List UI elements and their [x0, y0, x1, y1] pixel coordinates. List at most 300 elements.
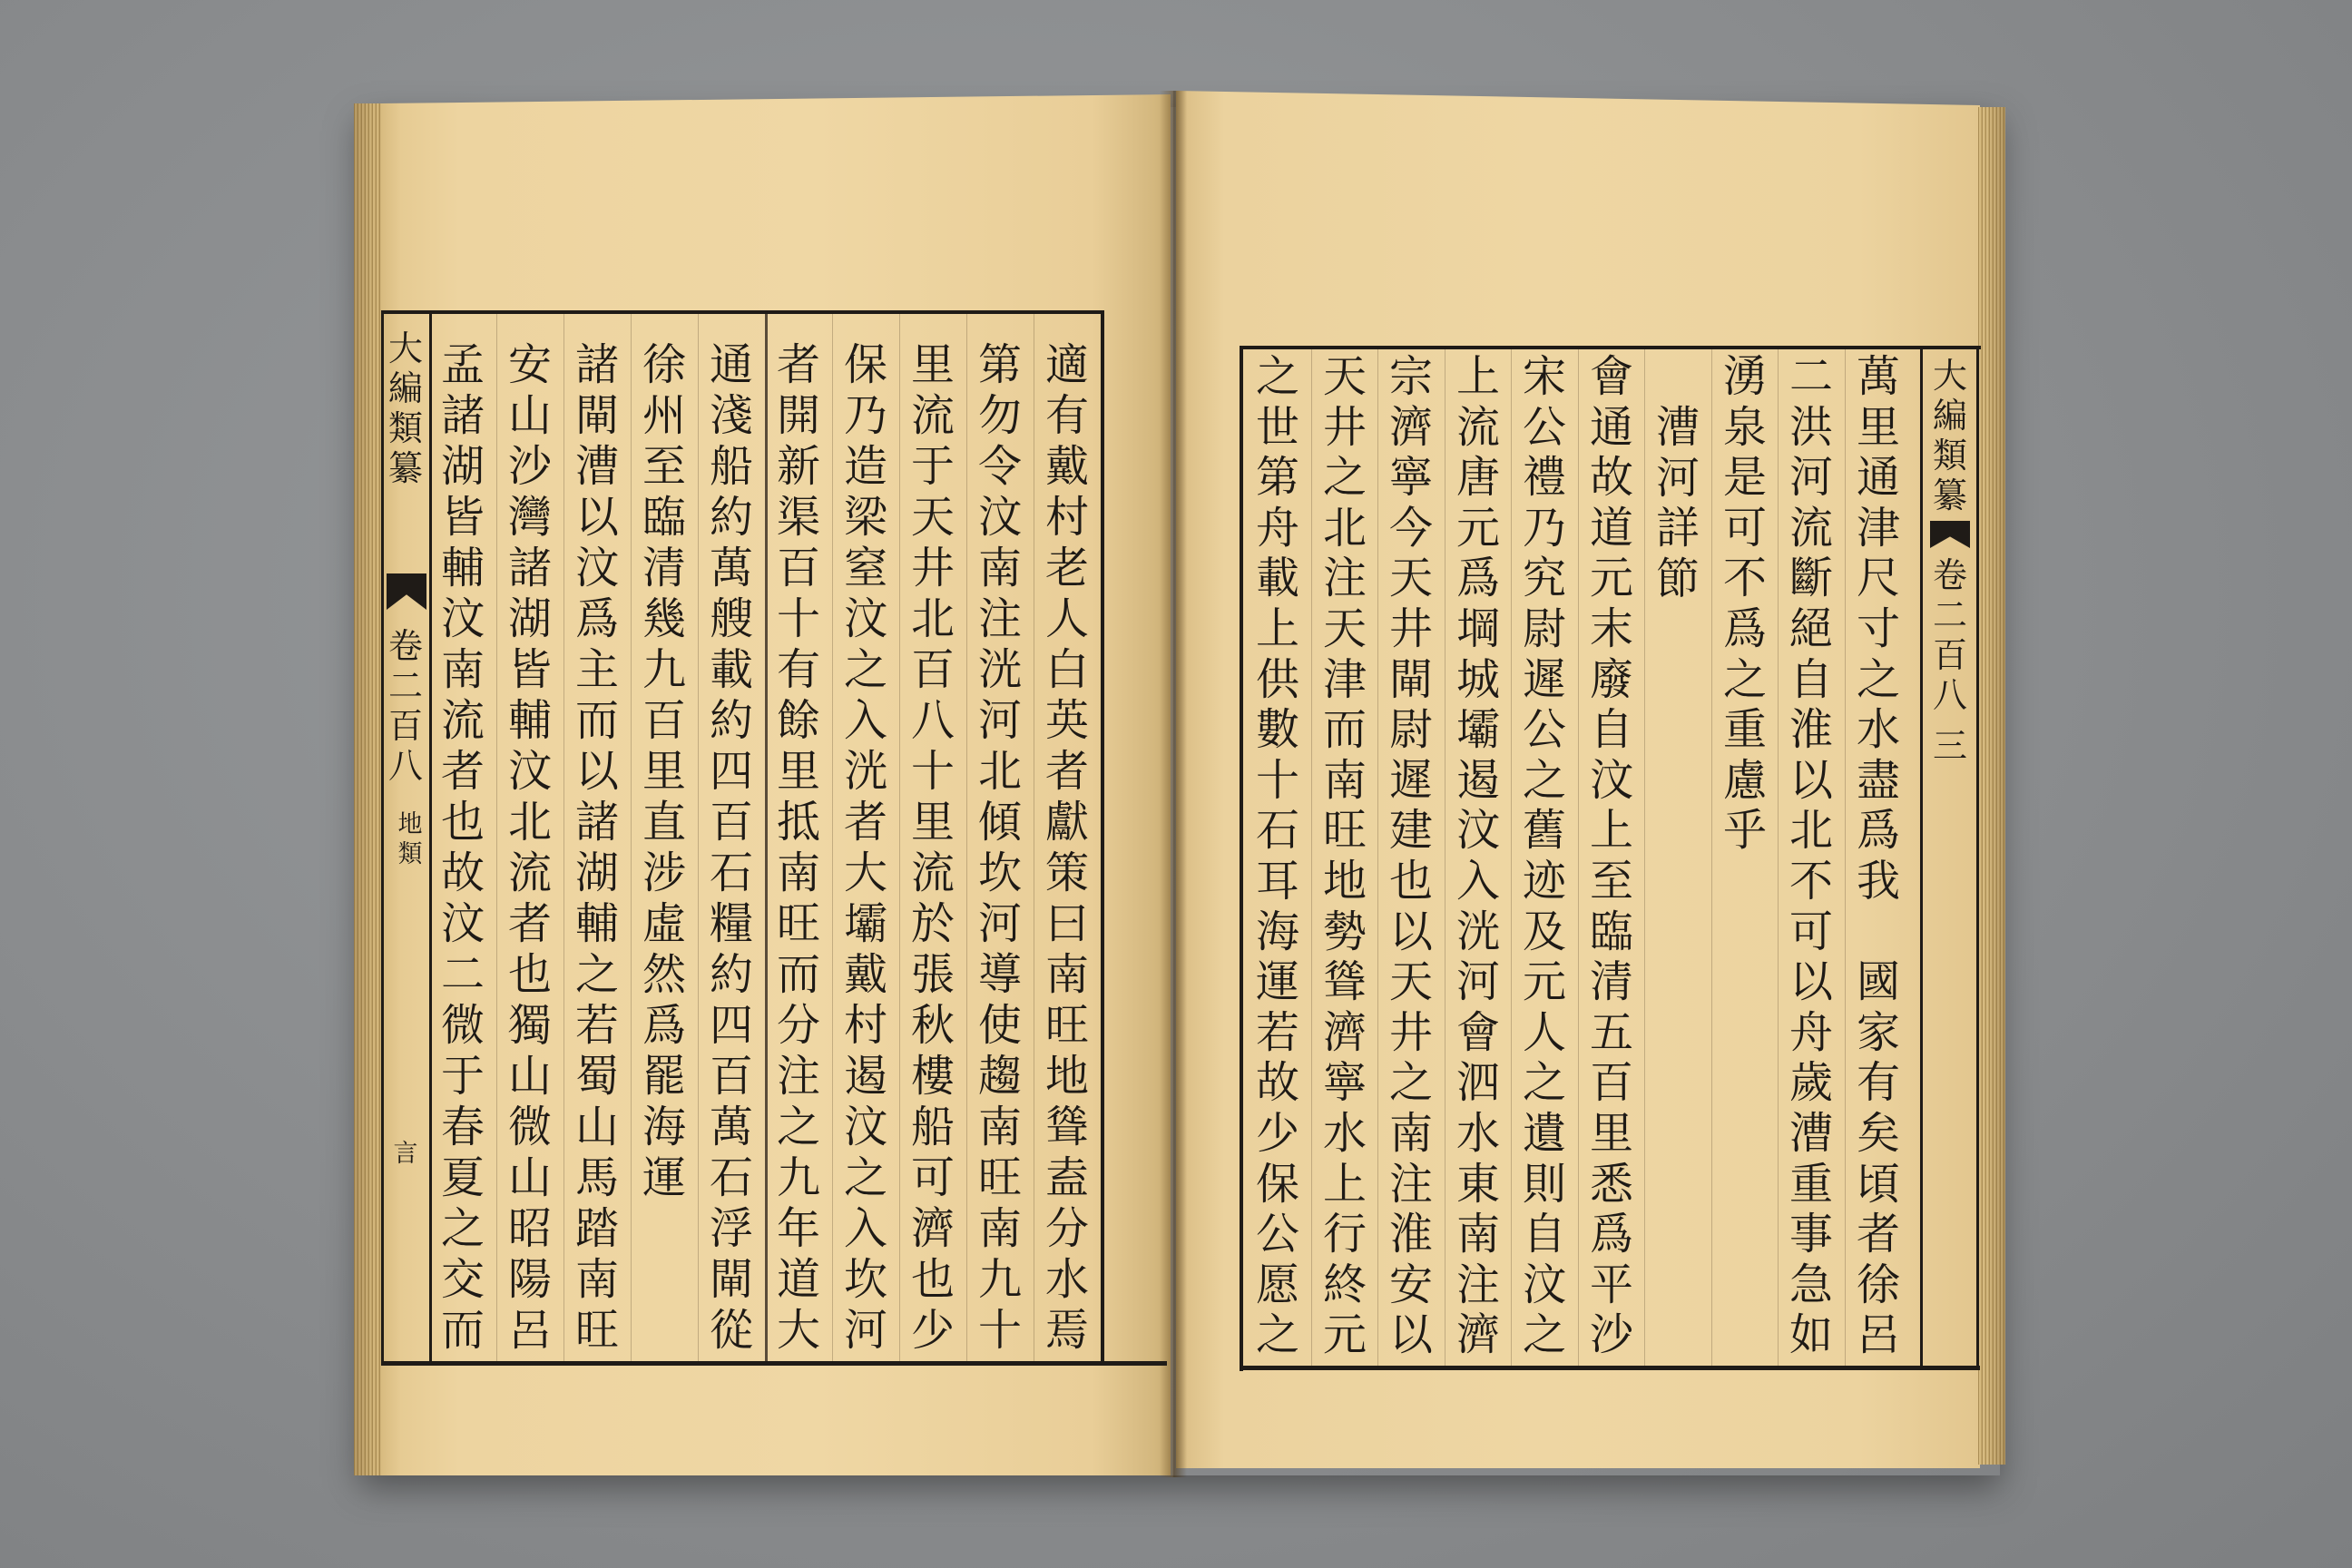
- glyph: 上: [1255, 603, 1299, 654]
- glyph: 萬: [709, 1102, 753, 1152]
- glyph: 浮: [709, 1203, 753, 1254]
- glyph: 戴: [843, 949, 887, 1000]
- glyph: 南: [1322, 754, 1367, 806]
- glyph: 舟: [1255, 502, 1299, 554]
- glyph: 類: [387, 408, 423, 448]
- glyph: 北: [1322, 502, 1367, 554]
- glyph: 人: [1522, 1006, 1566, 1058]
- glyph: 淮: [1788, 704, 1833, 756]
- glyph: 上: [1589, 805, 1633, 857]
- glyph: 若: [574, 1000, 619, 1051]
- glyph: 濟: [910, 1203, 955, 1254]
- glyph: 傾: [977, 797, 1022, 848]
- glyph: 新: [776, 441, 820, 492]
- glyph: 春: [440, 1102, 485, 1152]
- glyph: 宗: [1388, 351, 1433, 402]
- glyph: 乃: [1522, 502, 1566, 554]
- glyph: 運: [1255, 956, 1299, 1008]
- glyph: 洸: [977, 644, 1022, 695]
- glyph: 流: [1788, 502, 1833, 554]
- glyph: 也: [910, 1254, 955, 1305]
- glyph: 陽: [507, 1254, 552, 1305]
- glyph: 天: [1322, 351, 1367, 402]
- glyph: 井: [910, 543, 955, 593]
- glyph: 渠: [776, 492, 820, 543]
- glyph: 天: [1388, 956, 1433, 1008]
- glyph: 自: [1589, 704, 1633, 756]
- glyph: 三: [1932, 726, 1967, 766]
- glyph: 遲: [1522, 653, 1566, 705]
- glyph: 十: [910, 746, 955, 797]
- text-column: [501, 339, 559, 1356]
- column-rule: [1578, 349, 1579, 1366]
- glyph: 交: [440, 1254, 485, 1305]
- glyph: 詳: [1655, 503, 1700, 554]
- glyph: 重: [1788, 1158, 1833, 1210]
- glyph: 以: [1788, 956, 1833, 1008]
- glyph: 百: [910, 644, 955, 695]
- glyph: 注: [1322, 553, 1367, 604]
- glyph: 河: [843, 1305, 887, 1356]
- glyph: 纂: [1932, 475, 1967, 515]
- glyph: 勢: [1322, 906, 1367, 957]
- glyph: 焉: [1044, 1305, 1089, 1356]
- glyph: 約: [709, 492, 753, 543]
- right-page-stack-edge: [1978, 107, 2005, 1465]
- glyph: 秋: [910, 1000, 955, 1051]
- glyph: 老: [1044, 543, 1089, 593]
- glyph: 頃: [1856, 1158, 1900, 1210]
- glyph: 流: [507, 848, 552, 898]
- right-frame-top: [1240, 346, 1981, 349]
- glyph: 十: [776, 593, 820, 644]
- glyph: 歲: [1788, 1057, 1833, 1109]
- glyph: 若: [1255, 1006, 1299, 1058]
- glyph: 類: [1932, 436, 1967, 475]
- glyph: 聳: [1322, 956, 1367, 1008]
- glyph: 微: [507, 1102, 552, 1152]
- glyph: 而: [1322, 704, 1367, 756]
- glyph: 元: [1455, 502, 1500, 554]
- glyph: 于: [440, 1051, 485, 1102]
- glyph: 建: [1388, 805, 1433, 857]
- glyph: 天: [1322, 603, 1367, 654]
- column-rule: [698, 314, 699, 1361]
- glyph: 耳: [1255, 855, 1299, 906]
- glyph: 卷: [1932, 555, 1967, 595]
- glyph: 者: [1856, 1209, 1900, 1260]
- glyph: 編: [1932, 396, 1967, 436]
- glyph: 湧: [1722, 351, 1767, 402]
- glyph: 尉: [1388, 704, 1433, 756]
- glyph: 今: [1388, 502, 1433, 554]
- glyph: 昭: [507, 1203, 552, 1254]
- glyph: 天: [910, 492, 955, 543]
- glyph: 以: [1388, 1309, 1433, 1361]
- glyph: 北: [1788, 805, 1833, 857]
- glyph: 分: [1044, 1203, 1089, 1254]
- glyph: 乎: [1722, 805, 1767, 857]
- glyph: 諸: [507, 543, 552, 593]
- glyph: 百: [709, 1051, 753, 1102]
- glyph: 閘: [574, 390, 619, 441]
- section-heading: [1649, 352, 1707, 604]
- glyph: 幾: [642, 593, 686, 644]
- glyph: 然: [642, 949, 686, 1000]
- glyph: 閘: [1388, 653, 1433, 705]
- glyph: 船: [910, 1102, 955, 1152]
- glyph: 八: [910, 695, 955, 746]
- glyph: 臨: [642, 492, 686, 543]
- text-column: [1249, 352, 1307, 1361]
- glyph: 元: [1322, 1309, 1367, 1361]
- glyph: 汶: [977, 492, 1022, 543]
- glyph: 英: [1044, 695, 1089, 746]
- glyph: 糧: [709, 898, 753, 949]
- glyph: 旺: [1322, 805, 1367, 857]
- glyph: 井: [1322, 401, 1367, 453]
- text-column: [568, 339, 626, 1356]
- glyph: 安: [507, 339, 552, 390]
- glyph: 重: [1722, 704, 1767, 756]
- glyph: 于: [910, 441, 955, 492]
- glyph: 南: [1044, 949, 1089, 1000]
- glyph: 故: [440, 848, 485, 898]
- glyph: 注: [776, 1051, 820, 1102]
- glyph: 爲: [1455, 553, 1500, 604]
- glyph: 適: [1044, 339, 1089, 390]
- glyph: 微: [440, 1000, 485, 1051]
- text-column: [904, 339, 962, 1356]
- glyph: 入: [1455, 855, 1500, 906]
- volume-label: [383, 626, 428, 786]
- glyph: 馬: [574, 1152, 619, 1203]
- glyph: 以: [1788, 754, 1833, 806]
- column-rule: [1377, 349, 1378, 1366]
- glyph: 大: [387, 328, 423, 368]
- glyph: 皆: [507, 644, 552, 695]
- glyph: 令: [977, 441, 1022, 492]
- glyph: 汶: [440, 898, 485, 949]
- column-rule: [1511, 349, 1512, 1366]
- glyph: 百: [1932, 635, 1967, 675]
- glyph: 輔: [574, 898, 619, 949]
- glyph: 百: [1589, 1057, 1633, 1109]
- glyph: 徐: [642, 339, 686, 390]
- glyph: 二: [387, 666, 423, 706]
- glyph: 以: [1388, 906, 1433, 957]
- glyph: 孟: [440, 339, 485, 390]
- text-column: [769, 339, 828, 1356]
- text-column: [837, 339, 895, 1356]
- glyph: 之: [1255, 351, 1299, 402]
- glyph: 洸: [1455, 906, 1500, 957]
- glyph: 流: [1455, 401, 1500, 453]
- glyph: 通: [1589, 401, 1633, 453]
- glyph: 東: [1455, 1158, 1500, 1210]
- glyph: 寸: [1856, 603, 1900, 654]
- glyph: 村: [843, 1000, 887, 1051]
- glyph: 里: [910, 339, 955, 390]
- glyph: 通: [709, 339, 753, 390]
- column-rule: [832, 314, 833, 1361]
- glyph: 汶: [440, 593, 485, 644]
- glyph: 終: [1322, 1259, 1367, 1310]
- glyph: 公: [1522, 401, 1566, 453]
- glyph: 造: [843, 441, 887, 492]
- glyph: 會: [1455, 1006, 1500, 1058]
- glyph: 九: [776, 1152, 820, 1203]
- glyph: 數: [1255, 704, 1299, 756]
- glyph: 注: [1455, 1259, 1500, 1310]
- glyph: 汶: [1455, 805, 1500, 857]
- glyph: 沙: [507, 441, 552, 492]
- glyph: 之: [1522, 1057, 1566, 1109]
- glyph: 約: [709, 949, 753, 1000]
- volume-label: [1927, 555, 1973, 715]
- glyph: 愿: [1255, 1259, 1299, 1310]
- glyph: 分: [776, 1000, 820, 1051]
- glyph: 坎: [977, 848, 1022, 898]
- glyph: 者: [843, 797, 887, 848]
- glyph: 汶: [1589, 754, 1633, 806]
- glyph: 十: [1255, 754, 1299, 806]
- glyph: 卷: [387, 626, 423, 666]
- glyph: 者: [776, 339, 820, 390]
- glyph: 家: [1856, 1006, 1900, 1058]
- page-number: [1927, 726, 1973, 766]
- glyph: 十: [977, 1305, 1022, 1356]
- glyph: 不: [1722, 553, 1767, 604]
- glyph: 迹: [1522, 855, 1566, 906]
- glyph: 地: [1322, 855, 1367, 906]
- glyph: 汶: [574, 543, 619, 593]
- glyph: 四: [709, 746, 753, 797]
- glyph: 諸: [574, 339, 619, 390]
- glyph: 遏: [843, 1051, 887, 1102]
- glyph: 直: [642, 797, 686, 848]
- glyph: 水: [1856, 704, 1900, 756]
- glyph: 絕: [1788, 603, 1833, 654]
- glyph: 南: [574, 1254, 619, 1305]
- glyph: 州: [642, 390, 686, 441]
- glyph: 河: [1788, 452, 1833, 504]
- glyph: 也: [507, 949, 552, 1000]
- glyph: 抵: [776, 797, 820, 848]
- glyph: 梁: [843, 492, 887, 543]
- glyph: 五: [1589, 1006, 1633, 1058]
- glyph: 唐: [1455, 452, 1500, 504]
- glyph: 自: [1522, 1209, 1566, 1260]
- glyph: 第: [1255, 452, 1299, 504]
- glyph: 河: [1655, 452, 1700, 504]
- glyph: 注: [977, 593, 1022, 644]
- glyph: 之: [1255, 1309, 1299, 1361]
- glyph: 獻: [1044, 797, 1089, 848]
- glyph: 石: [709, 848, 753, 898]
- glyph: 南: [1455, 1209, 1500, 1260]
- glyph: 灣: [507, 492, 552, 543]
- glyph: 纂: [387, 448, 423, 488]
- glyph: 濟: [1322, 1006, 1367, 1058]
- glyph: 泗: [1455, 1057, 1500, 1109]
- glyph: 河: [977, 695, 1022, 746]
- glyph: 平: [1589, 1259, 1633, 1310]
- text-column: [1782, 352, 1840, 1361]
- glyph: 山: [507, 1051, 552, 1102]
- glyph: 二: [440, 949, 485, 1000]
- glyph: 九: [977, 1254, 1022, 1305]
- glyph: 海: [1255, 906, 1299, 957]
- glyph: 百: [387, 706, 423, 746]
- block-center-title: [383, 328, 428, 488]
- glyph: 北: [507, 797, 552, 848]
- glyph: 二: [1788, 351, 1833, 402]
- text-column: [1515, 352, 1573, 1361]
- glyph: 開: [776, 390, 820, 441]
- glyph: 故: [1255, 1057, 1299, 1109]
- glyph: 獨: [507, 1000, 552, 1051]
- glyph: 舟: [1788, 1006, 1833, 1058]
- glyph: 尉: [1522, 603, 1566, 654]
- glyph: 湖: [440, 441, 485, 492]
- glyph: 以: [574, 492, 619, 543]
- text-column: [702, 339, 760, 1356]
- glyph: 爲: [1589, 1209, 1633, 1260]
- column-rule: [899, 314, 900, 1361]
- glyph: 末: [1589, 603, 1633, 654]
- glyph: 斷: [1788, 553, 1833, 604]
- page-number: [387, 1139, 424, 1169]
- glyph: 宋: [1522, 351, 1566, 402]
- glyph: 言: [393, 1140, 418, 1168]
- glyph: 之: [440, 1203, 485, 1254]
- glyph: 九: [642, 644, 686, 695]
- glyph: 井: [1388, 1006, 1433, 1058]
- glyph: 趨: [977, 1051, 1022, 1102]
- column-rule: [1711, 349, 1712, 1366]
- text-column: [1382, 352, 1440, 1361]
- text-column: [1849, 352, 1907, 1361]
- glyph: 湖: [507, 593, 552, 644]
- category-label: [392, 809, 428, 869]
- glyph: 清: [1589, 956, 1633, 1008]
- glyph: 河: [977, 898, 1022, 949]
- glyph: 山: [574, 1102, 619, 1152]
- glyph: 於: [910, 898, 955, 949]
- glyph: 寧: [1322, 1057, 1367, 1109]
- glyph: 之: [843, 1152, 887, 1203]
- glyph: 而: [574, 695, 619, 746]
- glyph: 遺: [1522, 1107, 1566, 1159]
- glyph: 山: [507, 390, 552, 441]
- glyph: 之: [1722, 653, 1767, 705]
- column-rule: [1845, 349, 1846, 1366]
- glyph: 汶: [843, 593, 887, 644]
- glyph: 世: [1255, 401, 1299, 453]
- glyph: 有: [1044, 390, 1089, 441]
- glyph: 皆: [440, 492, 485, 543]
- glyph: 汶: [843, 1102, 887, 1152]
- glyph: 尺: [1856, 553, 1900, 604]
- glyph: 而: [440, 1305, 485, 1356]
- glyph: 萬: [1856, 351, 1900, 402]
- glyph: 地: [1044, 1051, 1089, 1102]
- glyph: 至: [1589, 855, 1633, 906]
- glyph: 流: [910, 390, 955, 441]
- glyph: 山: [507, 1152, 552, 1203]
- glyph: 大: [843, 848, 887, 898]
- glyph: 安: [1388, 1259, 1433, 1310]
- glyph: 聳: [1044, 1102, 1089, 1152]
- glyph: 供: [1255, 653, 1299, 705]
- glyph: 少: [910, 1305, 955, 1356]
- glyph: 旺: [977, 1152, 1022, 1203]
- glyph: 入: [843, 1203, 887, 1254]
- glyph: 閘: [709, 1254, 753, 1305]
- left-frame-bottom: [381, 1361, 1167, 1366]
- glyph: 公: [1522, 704, 1566, 756]
- glyph: 樓: [910, 1051, 955, 1102]
- left-frame-right: [1101, 310, 1104, 1366]
- glyph: 津: [1322, 653, 1367, 705]
- glyph: 四: [709, 1000, 753, 1051]
- glyph: [1849, 907, 1907, 958]
- glyph: 之: [1388, 1057, 1433, 1109]
- column-rule: [1445, 349, 1446, 1366]
- glyph: 呂: [507, 1305, 552, 1356]
- glyph: 上: [1455, 351, 1500, 402]
- glyph: 艘: [709, 593, 753, 644]
- glyph: 道: [776, 1254, 820, 1305]
- glyph: 窒: [843, 543, 887, 593]
- glyph: 戴: [1044, 441, 1089, 492]
- glyph: 載: [709, 644, 753, 695]
- left-frame-top: [381, 310, 1104, 314]
- right-block-center-line: [1920, 346, 1923, 1370]
- glyph: 從: [709, 1305, 753, 1356]
- glyph: 編: [387, 368, 423, 408]
- glyph: 之: [1522, 754, 1566, 806]
- glyph: 汶: [1522, 1259, 1566, 1310]
- right-frame-bottom: [1240, 1366, 1980, 1370]
- glyph: 如: [1788, 1309, 1833, 1361]
- glyph: 坎: [843, 1254, 887, 1305]
- glyph: 入: [843, 695, 887, 746]
- glyph: 南: [1388, 1107, 1433, 1159]
- glyph: 之: [1322, 452, 1367, 504]
- glyph: 白: [1044, 644, 1089, 695]
- glyph: 是: [1722, 452, 1767, 504]
- glyph: 南: [977, 543, 1022, 593]
- glyph: 二: [1932, 595, 1967, 635]
- glyph: 石: [1255, 805, 1299, 857]
- glyph: 輔: [440, 543, 485, 593]
- glyph: 泉: [1722, 401, 1767, 453]
- glyph: 里: [642, 746, 686, 797]
- glyph: 有: [1856, 1057, 1900, 1109]
- book-gutter: [1160, 91, 1187, 1477]
- right-frame-outer: [1976, 346, 1979, 1370]
- glyph: 少: [1255, 1107, 1299, 1159]
- glyph: 百: [642, 695, 686, 746]
- glyph: 村: [1044, 492, 1089, 543]
- glyph: 公: [1255, 1209, 1299, 1260]
- glyph: 流: [440, 695, 485, 746]
- glyph: 津: [1856, 502, 1900, 554]
- glyph: 淺: [709, 390, 753, 441]
- glyph: 保: [843, 339, 887, 390]
